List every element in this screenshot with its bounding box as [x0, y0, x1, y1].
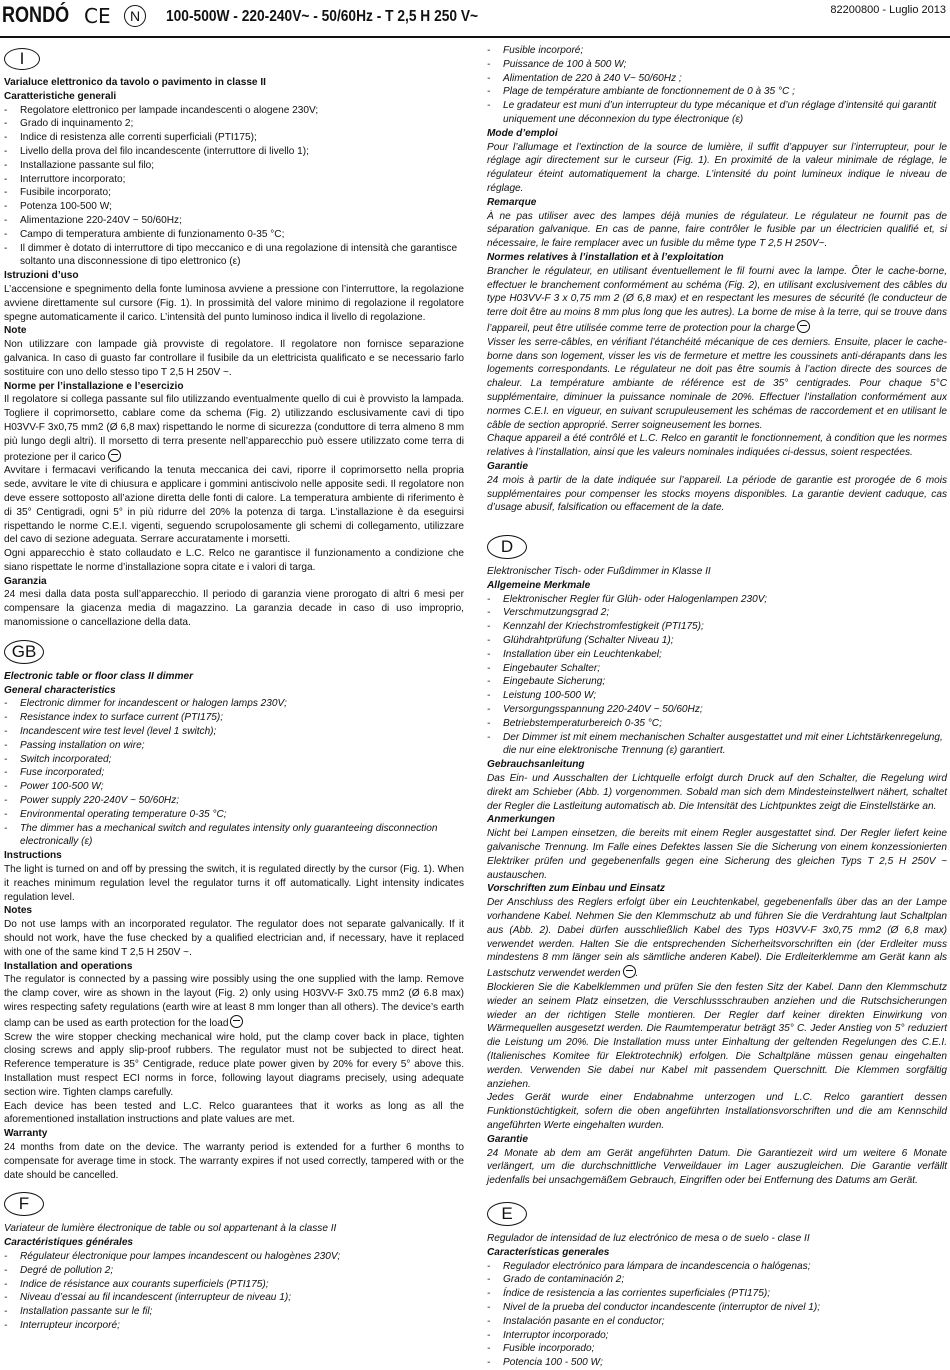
list-item: - Instalación pasante en el conductor;	[487, 1315, 947, 1329]
d-warranty-text: 24 Monate ab dem am Gerät angeführten Datum. Die Garantiezeit wird um weitere 6 Monate verlängert, um die durchschnittliche Verweildauer im Lager auszugleichen. Die Garantie verfällt jedenfalls bei unsachgemäßem Gebrauch, Eingriffen oder bei Entfernung des Datums am Gerät.	[487, 1147, 947, 1187]
list-item: - Interrupteur incorporé;	[4, 1319, 464, 1333]
f-warranty-text: 24 mois à partir de la date indiquée sur l’appareil. La période de garantie est prorogée de 6 mois supplémentaires pour compenser les stocks moyens disponibles. La garantie devient caduque, cas d’usage abusif, falsification ou effacement de la date.	[487, 474, 947, 514]
gb-instructions-text: The light is turned on and off by pressing the switch, it is regulated directly by the cursor (Fig. 1). When it reaches minimum regulation level the regulator turns it off automatically. Light intensity indicates regulation level.	[4, 864, 464, 903]
gb-install-heading: Installation and operations	[4, 960, 133, 972]
list-item: - Potenza 100-500 W;	[4, 200, 464, 214]
list-item: - Interruttore incorporato;	[4, 173, 464, 187]
list-item: - Indice de résistance aux courants superficiels (PTI175);	[4, 1278, 464, 1292]
list-item: - Der Dimmer ist mit einem mechanischen Schalter ausgestattet und mit einer Lichtstärkenregelung, die nur eine elektronische Trennung (ε) garantiert.	[487, 731, 947, 759]
it-warranty-heading: Garanzia	[4, 575, 47, 587]
list-item: - Power 100-500 W;	[4, 780, 464, 794]
it-warranty-text: 24 mesi dalla data posta sull’apparecchio. Il periodo di garanzia viene prorogato di altri 6 mesi per compensare la giacenza media di magazzino. La garanzia decade in caso di uso improprio, manomissione o cancellazione della data.	[4, 589, 464, 629]
it-general-heading: Caratteristiche generali	[4, 90, 117, 102]
left-column	[4, 44, 464, 1333]
list-item: - Plage de température ambiante de fonctionnement de 0 à 35 °C ;	[487, 85, 947, 99]
gb-general-list	[4, 697, 464, 849]
list-item: - Campo di temperatura ambiente di funzionamento 0-35 °C;	[4, 228, 464, 242]
list-item: - Environmental operating temperature 0-35 °C;	[4, 808, 464, 822]
document-header	[0, 0, 950, 34]
list-item: - Fusibile incorporato;	[4, 186, 464, 200]
it-install-heading: Norme per l’installazione e l’esercizio	[4, 380, 184, 392]
language-badge-it: I	[4, 48, 40, 70]
language-badge-gb: GB	[4, 640, 44, 664]
f-install-text-1: Brancher le régulateur, en utilisant éventuellement le fil fourni avec la lampe. Ôter le cache-borne, effectuer le branchement conformément au schéma (Fig. 2), en utilisant exclusivement des câbles du type H03VV-F 3 x 0,75 mm 2 (Ø 6,8 max) et en respectant les mesures de sécurité (le conducteur de terre doit être au moins 8 mm plus long que les autres). La borne de mise à la terre, qui se trouve dans l’appareil, peut être utilisée comme terre de protection pour la charge	[487, 265, 947, 334]
f-general-list-right	[487, 44, 947, 127]
list-item: - Passing installation on wire;	[4, 739, 464, 753]
list-item: - Eingebaute Sicherung;	[487, 675, 947, 689]
brand-name: RONDÓ	[2, 2, 70, 27]
language-badge-e: E	[487, 1202, 527, 1226]
language-badge-d: D	[487, 535, 527, 559]
list-item: - Leistung 100-500 W;	[487, 689, 947, 703]
f-note-text: À ne pas utiliser avec des lampes déjà munies de régulateur. Le régulateur ne fournit pas de séparation galvanique. En cas de panne, faire contrôler le fusible par un électricien qualifié et, si nécessaire, le faire remplacer avec un fusible du même type T 2,5 H 250V~.	[487, 210, 947, 250]
header-divider	[0, 36, 950, 38]
list-item: - Regulador electrónico para lámpara de incandescencia o halógenas;	[487, 1260, 947, 1274]
list-item: - Electronic dimmer for incandescent or halogen lamps 230V;	[4, 697, 464, 711]
document-reference: 82200800 - Luglio 2013	[830, 4, 946, 16]
f-section-start	[4, 1222, 464, 1332]
ce-mark-icon: CE	[84, 4, 111, 28]
list-item: - Régulateur électronique pour lampes incandescent ou halogènes 230V;	[4, 1250, 464, 1264]
d-title: Elektronischer Tisch- oder Fußdimmer in Klasse II	[487, 566, 711, 578]
it-note-heading: Note	[4, 325, 27, 337]
d-note-text: Nicht bei Lampen einsetzen, die bereits mit einem Regler ausgestattet sind. Der Regler liefert keine galvanische Trennung. Im Falle eines Defektes lassen Sie die Sicherung von einem konzessionierten Elektriker prüfen und gegebenenfalls gegen eine Sicherung des gleichen Typs T 2,5 H 250V ~ austauschen.	[487, 828, 947, 881]
gb-warranty-text: 24 months from date on the device. The warranty period is extended for a further 6 months to compensate for average time in stock. The warranty expires if not used correctly, tampered with or the date should be cancelled.	[4, 1141, 464, 1181]
it-note-text: Non utilizzare con lampade già provviste di regolatore. Il regolatore non fornisce separazione galvanica. In caso di guasto far controllare il fusibile da un elettricista qualificato e se necessario farlo sostituire con uno dello stesso tipo T 2,5 H 250V ~.	[4, 339, 464, 378]
earth-icon	[623, 965, 636, 978]
it-general-list	[4, 104, 464, 270]
list-item: - Kennzahl der Kriechstromfestigkeit (PTI175);	[487, 620, 947, 634]
f-use-text: Pour l’allumage et l’extinction de la source de lumière, il suffit d’appuyer sur l’interrupteur, pour le réglage agir directement sur le curseur (Fig. 1). En proximité de la valeur minimale de réglage, le régulateur éteint automatiquement la charge. L’intensité du point lumineux indique le niveau de réglage.	[487, 141, 947, 194]
f-general-list-left	[4, 1250, 464, 1333]
right-column	[487, 44, 947, 1370]
d-use-text: Das Ein- und Ausschalten der Lichtquelle erfolgt durch Druck auf den Schalter, die Regelung wird direkt am Schieber (Abb. 1) vorgenommen. Sobald man sich dem Mindesteinstellwert nähert, schaltet der Regler die Lastleitung automatisch ab. Die Intensität des Lichtpunktes zeigt die Einstellstärke an.	[487, 773, 947, 812]
gb-instructions-heading: Instructions	[4, 850, 62, 862]
gb-general-heading: General characteristics	[4, 684, 116, 696]
d-warranty-heading: Garantie	[487, 1133, 528, 1145]
list-item: - Índice de resistencia a las corrientes superficiales (PTI175);	[487, 1287, 947, 1301]
language-badge-f: F	[4, 1192, 44, 1216]
list-item: - Installazione passante sul filo;	[4, 159, 464, 173]
it-install-text-2: Avvitare i fermacavi verificando la tenuta meccanica dei cavi, riporre il coprimorsetto nella propria sede, avvitare le vite di chiusura e applicare i gommini antiscivolo nelle apposite sedi. Il regolatore non deve essere sottoposto all’azione diretta delle fonti di calore. La temperatura ambiente di riferimento è di 35° Centigradi, ogni 5° in più ridurre del 20% la potenza di targa. L’installazione è da eseguirsi rispettando le norme C.E.I. vigenti, seguendo scrupolosamente gli schemi di collegamento, utilizzare del cavo di sezione adeguata. Serrare accuratamente i morsetti.	[4, 465, 464, 546]
it-title: Varialuce elettronico da tavolo o pavimento in classe II	[4, 77, 266, 88]
earth-icon	[230, 1015, 243, 1028]
gb-title: Electronic table or floor class II dimmer	[4, 670, 194, 682]
gb-warranty-heading: Warranty	[4, 1128, 48, 1140]
d-note-heading: Anmerkungen	[487, 814, 555, 826]
e-general-heading: Características generales	[487, 1246, 610, 1258]
f-title: Variateur de lumière électronique de table ou sol appartenant à la classe II	[4, 1223, 337, 1235]
list-item: - Power supply 220-240V ~ 50/60Hz;	[4, 794, 464, 808]
f-warranty-heading: Garantie	[487, 460, 528, 472]
f-use-heading: Mode d’emploi	[487, 127, 558, 139]
list-item: - Verschmutzungsgrad 2;	[487, 606, 947, 620]
f-note-heading: Remarque	[487, 196, 537, 208]
list-item: - Il dimmer è dotato di interruttore di tipo meccanico e di una regolazione di intensità che garantisce soltanto una disconnessione di tipo elettronico (ε)	[4, 242, 464, 270]
list-item: - Regolatore elettronico per lampade incandescenti o alogene 230V;	[4, 104, 464, 118]
it-use-heading: Istruzioni d’uso	[4, 270, 79, 282]
list-item: - Resistance index to surface current (PTI175);	[4, 711, 464, 725]
f-install-heading: Normes relatives à l’installation et à l’exploitation	[487, 251, 724, 263]
list-item: - Alimentation de 220 à 240 V~ 50/60Hz ;	[487, 72, 947, 86]
list-item: - Puissance de 100 à 500 W;	[487, 58, 947, 72]
d-use-heading: Gebrauchsanleitung	[487, 759, 585, 771]
d-install-text-1: Der Anschluss des Reglers erfolgt über ein Leuchtenkabel, gegebenenfalls über das an der Lampe vorhandene Kabel. Nehmen Sie den Klemmschutz ab und führen Sie die Verdrahtung laut Schaltplan aus (Abb. 2). Dabei dürfen ausschließlich Kabel des Typs H03VV-F 3x0,75 mm2 (Ø 6,8 max) verwendet werden. Halten Sie die entsprechenden Sicherheitsvorschriften ein (der Erdleiter muss mindestens 8 mm länger sein als sämtliche anderen Kabel). Die Erdleiterklemme am Gerät kann als Lastschutz verwendet werden .	[487, 897, 947, 980]
earth-icon	[797, 320, 810, 333]
list-item: - Livello della prova del filo incandescente (interruttore di livello 1);	[4, 145, 464, 159]
gb-notes-text: Do not use lamps with an incorporated regulator. The regulator does not separate galvanically. If it should not work, have the fuse checked by a qualified electrician and, if necessary, have it replaced with one of the same kind T 2,5 H 250V ~.	[4, 919, 464, 958]
it-install-text-1: Il regolatore si collega passante sul filo utilizzando eventualmente quello di cui è provvisto la lampada. Togliere il coprimorsetto, cablare come da schema (Fig. 2) utilizzando esclusivamente cavi di tipo H03VV-F 3x0,75 mm2 (Ø 6,8 max) rispettando le norme di sicurezza (conduttore di terra almeno 8 mm più lungo degli altri). Il morsetto di terra presente nell’apparecchio può essere utilizzato come terra di protezione per il carico	[4, 394, 464, 463]
d-general-list	[487, 593, 947, 759]
d-install-text-3: Jedes Gerät wurde einer Endabnahme unterzogen und L.C. Relco garantiert dessen Funktionstüchtigkeit, sofern die oben angeführten Installationsvorschriften und die am Kennschild angeführten Werte eingehalten wurden.	[487, 1092, 947, 1131]
it-use-text: L’accensione e spegnimento della fonte luminosa avviene a pressione con l’interruttore, la regolazione avviene direttamente sul cursore (Fig. 1). In prossimità del valore minimo di regolazione il regolatore spegne automaticamente il carico. L’intensità del punto luminoso indica il livello di regolazione.	[4, 283, 464, 323]
list-item: - Fuse incorporated;	[4, 766, 464, 780]
n-mark-icon: N	[124, 5, 146, 27]
list-item: - The dimmer has a mechanical switch and regulates intensity only guaranteeing disconnection electronically (ε)	[4, 822, 464, 850]
list-item: - Glühdrahtprüfung (Schalter Niveau 1);	[487, 634, 947, 648]
list-item: - Versorgungsspannung 220-240V ~ 50/60Hz;	[487, 703, 947, 717]
list-item: - Le gradateur est muni d’un interrupteur du type mécanique et d’un réglage d’intensité qui garantit uniquement une déconnexion du type électronique (ε)	[487, 99, 947, 127]
list-item: - Betriebstemperaturbereich 0-35 °C;	[487, 717, 947, 731]
gb-section	[4, 670, 464, 849]
d-install-text-2: Blockieren Sie die Kabelklemmen und prüfen Sie den festen Sitz der Kabel. Dann den Klemmschutz wieder an seinem Platz einsetzen, die Verschlussschrauben anziehen und die Rutschsicherungen wieder an der richtigen Stelle montieren. Der Regler darf keiner direkten Einwirkung von Wärmequellen ausgesetzt werden. Die Raumtemperatur beträgt 35° C. Jeder Anstieg von 5° reduziert die Leistung um 20%. Die Installation muss unter Einhaltung der geltenden Regelungen des C.E.I. (Italienisches Komitee für Elektrotechnik) erfolgen. Die Schaltpläne müssen genau eingehalten werden. Verwenden Sie dabei nur Kabel mit passendem Querschnitt. Die Klemmen sorgfältig anziehen.	[487, 982, 947, 1090]
list-item: - Elektronischer Regler für Glüh- oder Halogenlampen 230V;	[487, 593, 947, 607]
gb-notes-heading: Notes	[4, 905, 33, 917]
list-item: - Grado de contaminación 2;	[487, 1273, 947, 1287]
e-general-list	[487, 1260, 947, 1370]
list-item: - Indice di resistenza alle correnti superficiali (PTI175);	[4, 131, 464, 145]
list-item: - Grado di inquinamento 2;	[4, 117, 464, 131]
electrical-spec: 100-500W - 220-240V~ - 50/60Hz - T 2,5 H 250 V~	[166, 8, 479, 25]
list-item: - Degré de pollution 2;	[4, 1264, 464, 1278]
f-general-heading: Caractéristiques générales	[4, 1237, 134, 1249]
d-general-heading: Allgemeine Merkmale	[487, 579, 591, 591]
list-item: - Installation über ein Leuchtenkabel;	[487, 648, 947, 662]
gb-install-text-1: The regulator is connected by a passing wire possibly using the one supplied with the lamp. Remove the clamp cover, wire as shown in the layout (Fig. 2) only using H03VV-F 3x0.75 mm2 (Ø 6.8 max) wires respecting safety regulations (earth wire at least 8 mm longer than all others). The device’s earth clamp can be used as earth protection for the load	[4, 974, 464, 1029]
list-item: - Alimentazione 220-240V ~ 50/60Hz;	[4, 214, 464, 228]
list-item: - Potencia 100 - 500 W;	[487, 1356, 947, 1370]
it-install-text-3: Ogni apparecchio è stato collaudato e L.C. Relco ne garantisce il funzionamento a condizione che siano rispettate le norme d’installazione sopra citate e i valori di targa.	[4, 548, 464, 573]
list-item: - Interruptor incorporado;	[487, 1329, 947, 1343]
list-item: - Installation passante sur le fil;	[4, 1305, 464, 1319]
gb-install-text-3: Each device has been tested and L.C. Relco guarantees that it works as long as all the aforementioned installation instructions and plate values are met.	[4, 1100, 464, 1126]
list-item: - Nivel de la prueba del conductor incandescente (interruptor de nivel 1);	[487, 1301, 947, 1315]
list-item: - Fusible incorporado;	[487, 1342, 947, 1356]
list-item: - Switch incorporated;	[4, 753, 464, 767]
f-install-text-3: Chaque appareil a été contrôlé et L.C. Relco en garantit le fonctionnement, à condition que les normes relatives à l’installation, ainsi que les valeurs nominales indiquées ci-dessus, soient respectées.	[487, 433, 947, 459]
gb-install-text-2: Screw the wire stopper checking mechanical wire hold, put the clamp cover back in place, tighten closing screws and apply slip-proof rubbers. The regulator must not be subjected to direct heat. Reference temperature is 35° Centigrade, reduce plate power given by 20% for every 5° above this. Installation must respect ECI norms in force, following layout diagrams precisely, using adequate section wire. Tighten clamps carefully.	[4, 1031, 464, 1098]
list-item: - Incandescent wire test level (level 1 switch);	[4, 725, 464, 739]
d-install-heading: Vorschriften zum Einbau und Einsatz	[487, 883, 665, 895]
earth-icon	[108, 449, 121, 462]
e-title: Regulador de intensidad de luz electrónico de mesa o de suelo - clase II	[487, 1232, 810, 1244]
list-item: - Niveau d’essai au fil incandescent (interrupteur de niveau 1);	[4, 1291, 464, 1305]
list-item: - Fusible incorporé;	[487, 44, 947, 58]
list-item: - Eingebauter Schalter;	[487, 662, 947, 676]
f-install-text-2: Visser les serre-câbles, en vérifiant l’étanchéité mécanique de ces derniers. Ensuite, placer le cache-borne dans son logement, visser les vis de fermeture et mettre les coussinets anti-dérapants dans les logements correspondants. Le régulateur ne doit pas être soumis à l’action directe des sources de chaleur. La température ambiante de référence est de 35° centigrades. Pour chaque 5°C supplémentaire, diminuer la puissance nominale de 20%. Effectuer l’installation conformément aux normes C.E.I. en vigueur, en suivant scrupuleusement les schémas de raccordement et en utilisant le câble de section approprié. Serrer soigneusement les bornes.	[487, 336, 947, 431]
